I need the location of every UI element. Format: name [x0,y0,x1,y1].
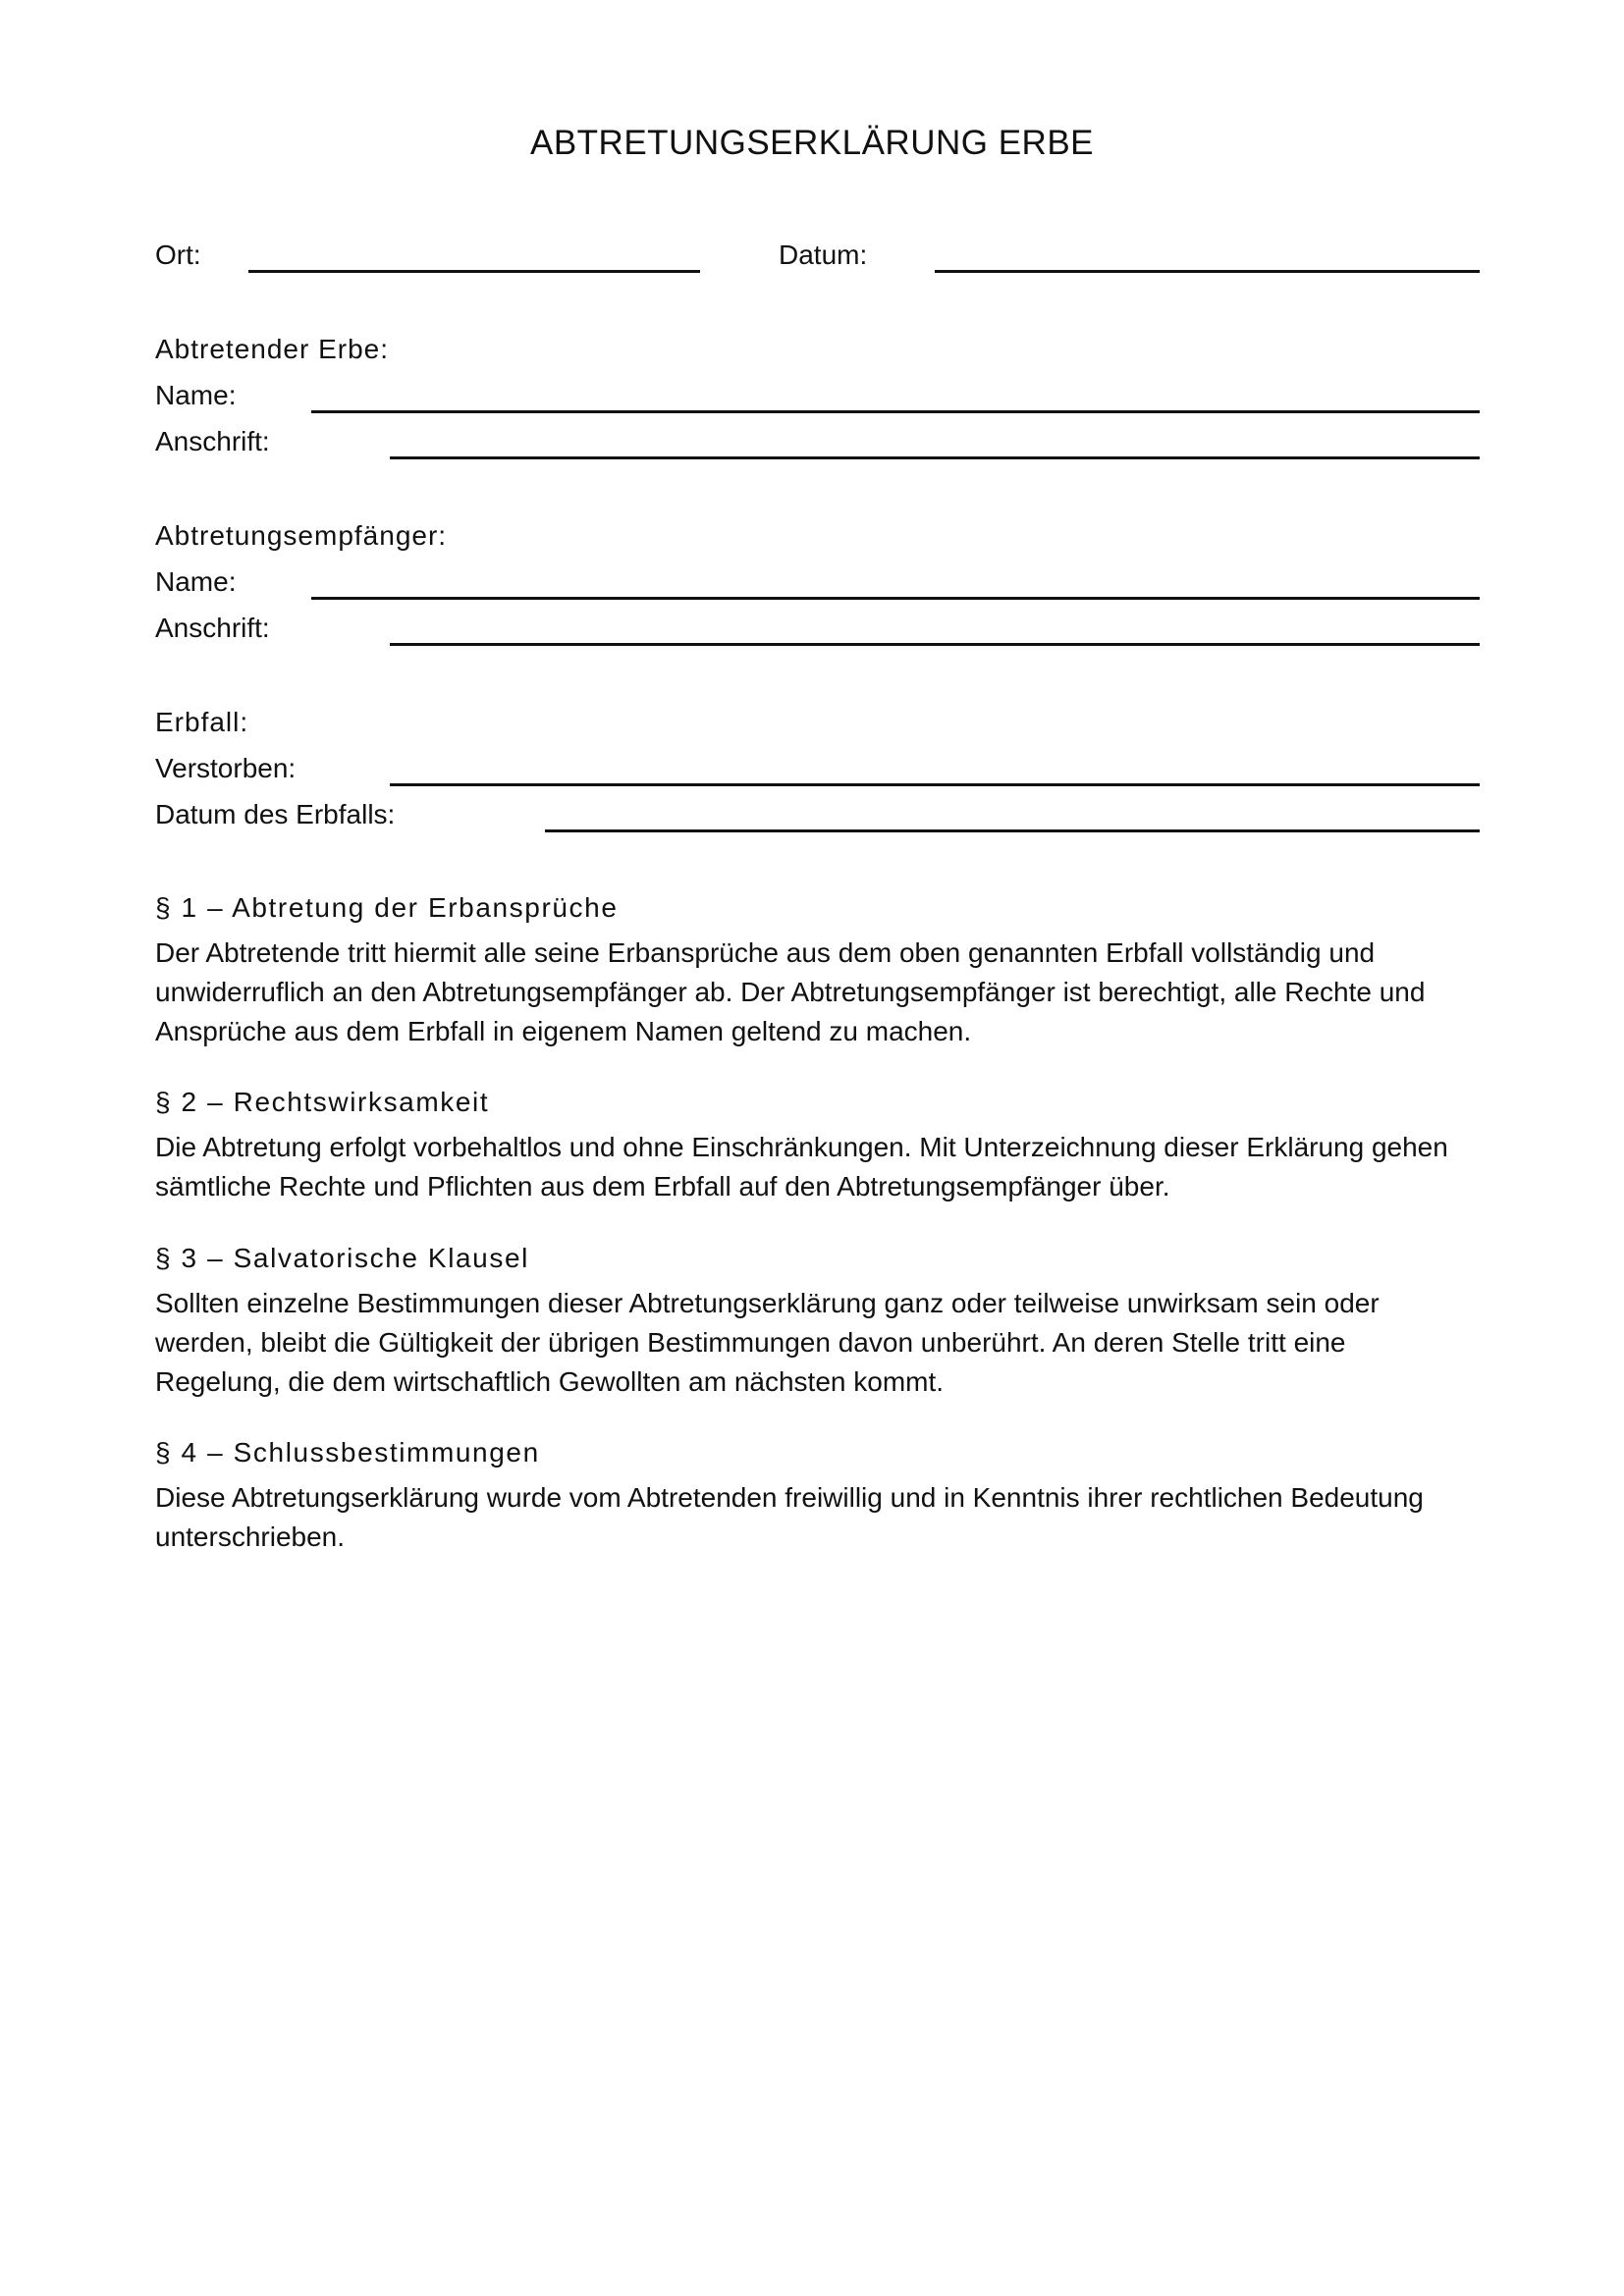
erbfall-heading: Erbfall: [155,707,249,737]
verstorben-label: Verstorben: [155,753,297,783]
erbe-anschrift-field-line[interactable] [390,456,1480,459]
verstorben-field-line[interactable] [390,783,1480,786]
ort-label: Ort: [155,240,201,270]
section-2-text: Die Abtretung erfolgt vorbehaltlos und ohne Einschränkungen. Mit Unterzeichnung dieser Erklärung gehen sämtliche Rechte und Pflichten aus dem Erbfall auf den Abtretungsempfänger über. [155,1132,1448,1201]
empfaenger-anschrift-field-line[interactable] [390,643,1480,646]
datum-field-line[interactable] [935,270,1480,273]
empfaenger-name-label: Name: [155,566,237,597]
abtretungsempfaenger-heading: Abtretungsempfänger: [155,520,448,551]
datum-erbfall-label: Datum des Erbfalls: [155,799,396,829]
section-2-heading: § 2 – Rechtswirksamkeit [155,1087,490,1117]
section-4-heading: § 4 – Schlussbestimmungen [155,1437,540,1468]
empfaenger-name-field-line[interactable] [311,597,1480,600]
ort-field-line[interactable] [248,270,700,273]
erbe-name-field-line[interactable] [311,410,1480,413]
datum-erbfall-field-line[interactable] [545,829,1480,832]
datum-label: Datum: [779,240,868,270]
abtretender-erbe-heading: Abtretender Erbe: [155,334,390,364]
erbe-name-label: Name: [155,380,237,410]
section-3-heading: § 3 – Salvatorische Klausel [155,1243,529,1273]
empfaenger-anschrift-label: Anschrift: [155,613,270,643]
section-4-text: Diese Abtretungserklärung wurde vom Abtretenden freiwillig und in Kenntnis ihrer rechtlichen Bedeutung unterschrieben. [155,1482,1424,1552]
erbe-anschrift-label: Anschrift: [155,426,270,456]
section-1-text: Der Abtretende tritt hiermit alle seine Erbansprüche aus dem oben genannten Erbfall vollständig und unwiderruflich an den Abtretungsempfänger ab. Der Abtretungsempfänger ist berechtigt, alle Rechte und Ansprüche aus dem Erbfall in eigenem Namen geltend zu machen. [155,937,1426,1046]
section-1-heading: § 1 – Abtretung der Erbansprüche [155,892,619,923]
section-3-text: Sollten einzelne Bestimmungen dieser Abtretungserklärung ganz oder teilweise unwirksam sein oder werden, bleibt die Gültigkeit der übrigen Bestimmungen davon unberührt. An deren Stelle tritt eine Regelung, die dem wirtschaftlich Gewollten am nächsten kommt. [155,1288,1380,1397]
document-title: ABTRETUNGSERKLÄRUNG ERBE [529,124,1095,162]
